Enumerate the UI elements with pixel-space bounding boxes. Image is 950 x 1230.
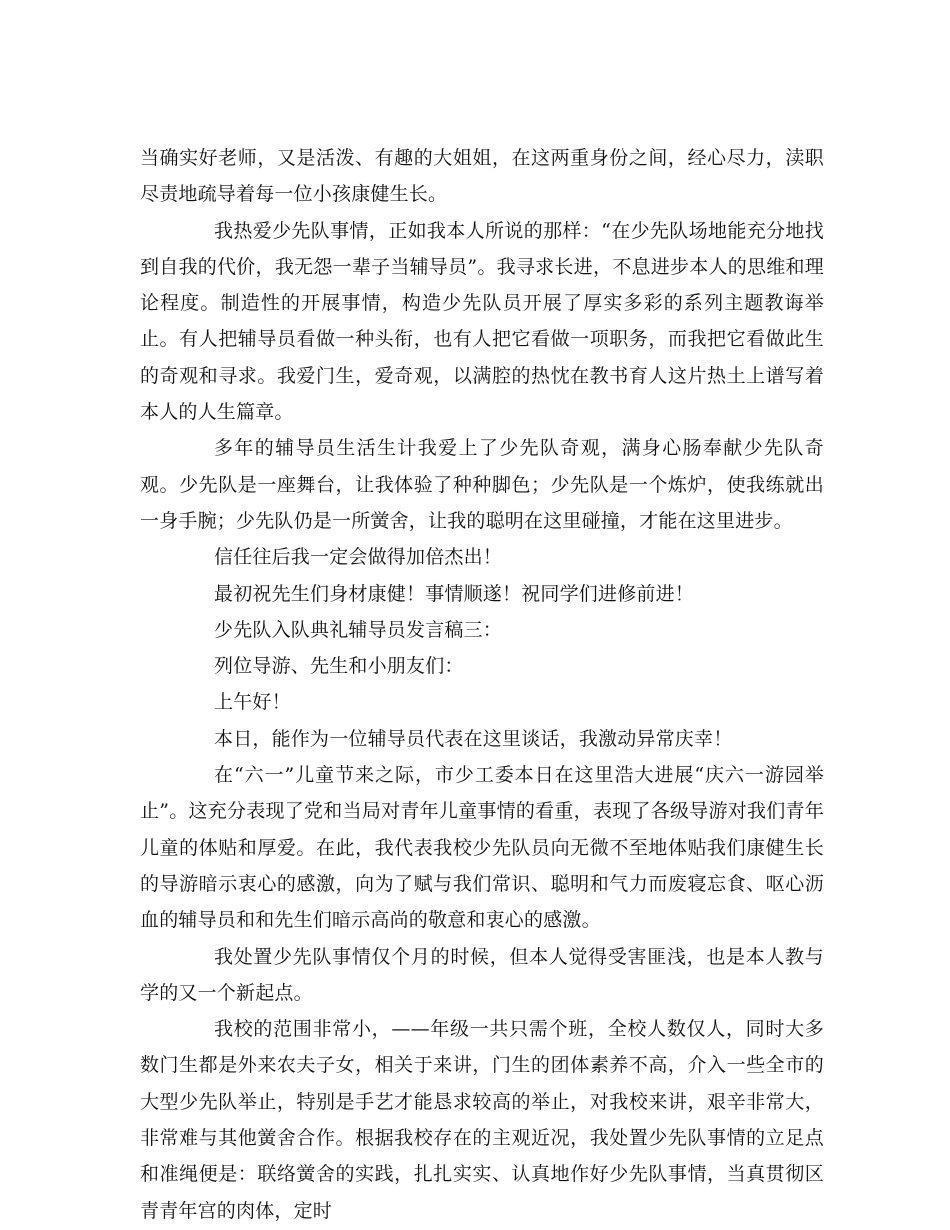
paragraph: 我校的范围非常小，——年级一共只需个班，全校人数仅人，同时大多数门生都是外来农夫子女，相关于来讲，门生的团体素养不高，介入一些全市的大型少先队举止，特别是手艺才能恳求较高的举止，对我校来讲，艰辛非常大，非常难与其他黉舍合作。根据我校存在的主观近况，我处置少先队事情的立足点和准绳便是：联络黉舍的实践，扎扎实实、认真地作好少先队事情，当真贯彻区青青年宫的肉体，定时	[140, 1018, 824, 1222]
salutation: 列位导游、先生和小朋友们：	[214, 655, 464, 678]
paragraph: 我热爱少先队事情，正如我本人所说的那样：“在少先队场地能充分地找到自我的代价，我无怨一辈子当辅导员”。我寻求长进，不息进步本人的思维和理论程度。制造性的开展事情，构造少先队员开展了厚实多彩的系列主题教诲举止。有人把辅导员看做一种头衔，也有人把它看做一项职务，而我把它看做此生的奇观和寻求。我爱门生，爱奇观，以满腔的热忱在教书育人这片热土上谱写着本人的人生篇章。	[140, 219, 824, 424]
section-heading: 少先队入队典礼辅导员发言稿三：	[214, 618, 503, 641]
paragraph: 当确实好老师，又是活泼、有趣的大姐姐，在这两重身份之间，经心尽力，渎职尽责地疏导着每一位小孩康健生长。	[140, 147, 824, 206]
paragraph: 本日，能作为一位辅导员代表在这里谈话，我激动异常庆幸！	[214, 727, 733, 750]
paragraph: 最初祝先生们身材康健！事情顺遂！祝同学们进修前进！	[214, 582, 695, 605]
document-body	[140, 140, 824, 1229]
paragraph: 在“六一”儿童节来之际，市少工委本日在这里浩大进展“庆六一游园举止”。这充分表现了党和当局对青年儿童事情的看重，表现了各级导游对我们青年儿童的体贴和厚爱。在此，我代表我校少先队员向无微不至地体贴我们康健生长的导游暗示衷心的感激，向为了赋与我们常识、聪明和气力而废寝忘食、呕心沥血的辅导员和和先生们暗示高尚的敬意和衷心的感激。	[140, 764, 824, 932]
paragraph: 多年的辅导员生活生计我爱上了少先队奇观，满身心肠奉献少先队奇观。少先队是一座舞台，让我体验了种种脚色；少先队是一个炼炉，使我练就出一身手腕；少先队仍是一所黉舍，让我的聪明在这里碰撞，才能在这里进步。	[140, 437, 824, 532]
paragraph: 我处置少先队事情仅个月的时候，但本人觉得受害匪浅，也是本人教与学的又一个新起点。	[140, 945, 824, 1004]
paragraph: 信任往后我一定会做得加倍杰出！	[214, 546, 503, 569]
greeting: 上午好！	[214, 691, 291, 714]
